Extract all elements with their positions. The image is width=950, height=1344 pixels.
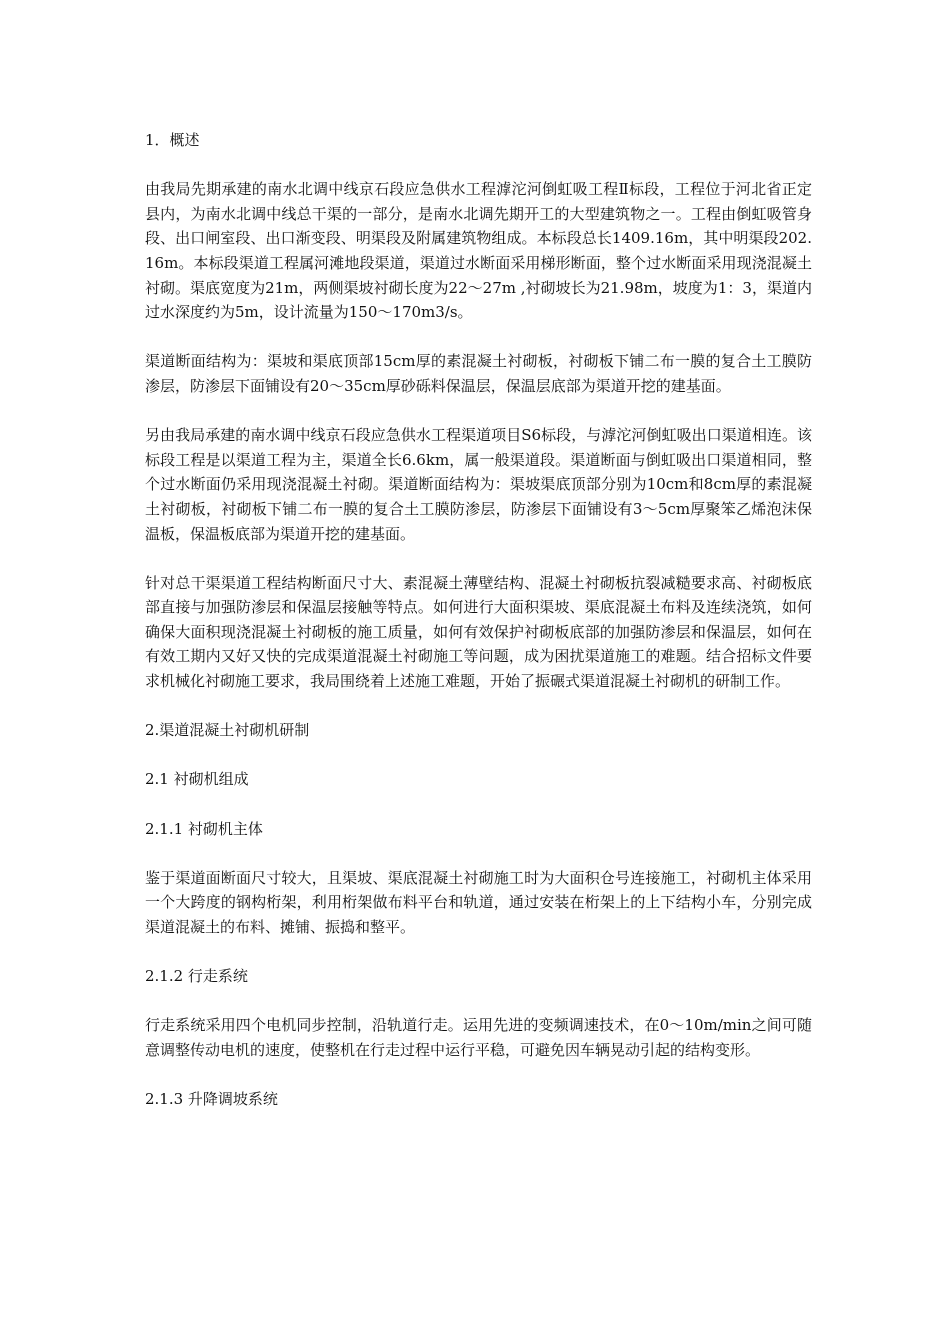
paragraph-construction-challenges: 针对总干渠渠道工程结构断面尺寸大、素混凝土薄壁结构、混凝土衬砌板抗裂减糙要求高、衬砌板底部直接与加强防渗层和保温层接触等特点。如何进行大面积渠坡、渠底混凝土布料及连续浇筑，如何确保大面积现浇混凝土衬砌板的施工质量，如何有效保护衬砌板底部的加强防渗层和保温层，如何在有效工期内又好又快的完成渠道混凝土衬砌施工等问题，成为困扰渠道施工的难题。结合招标文件要求机械化衬砌施工要求，我局围绕着上述施工难题，开始了振碾式渠道混凝土衬砌机的研制工作。 bbox=[145, 573, 812, 691]
paragraph-machine-body: 鉴于渠道面断面尺寸较大，且渠坡、渠底混凝土衬砌施工时为大面积仓号连接施工，衬砌机主体采用一个大跨度的钢构桁架，利用桁架做布料平台和轨道，通过安装在桁架上的上下结构小车，分别完成渠道混凝土的布料、摊铺、振捣和整平。 bbox=[145, 868, 812, 936]
subsection-heading-lifting-slope-system: 2.1.3 升降调坡系统 bbox=[145, 1090, 278, 1109]
subsection-heading-travel-system: 2.1.2 行走系统 bbox=[145, 967, 248, 986]
section-heading-machine-development: 2.渠道混凝土衬砌机研制 bbox=[145, 721, 310, 740]
section-heading-overview: 1．概述 bbox=[145, 131, 200, 149]
paragraph-project-overview: 由我局先期承建的南水北调中线京石段应急供水工程滹沱河倒虹吸工程Ⅱ标段，工程位于河北省正定县内，为南水北调中线总干渠的一部分，是南水北调先期开工的大型建筑物之一。工程由倒虹吸管身段、出口闸室段、出口渐变段、明渠段及附属建筑物组成。本标段总长1409.16m，其中明渠段202.16m。本标段渠道工程属河滩地段渠道，渠道过水断面采用梯形断面，整个过水断面采用现浇混凝土衬砌。渠底宽度为21m，两侧渠坡衬砌长度为22～27m ,衬砌坡长为21.98m，坡度为1：3，渠道内过水深度约为5m，设计流量为150～170m3/s。 bbox=[145, 180, 812, 322]
paragraph-s6-section: 另由我局承建的南水调中线京石段应急供水工程渠道项目S6标段，与滹沱河倒虹吸出口渠道相连。该标段工程是以渠道工程为主，渠道全长6.6km，属一般渠道段。渠道断面与倒虹吸出口渠道相同，整个过水断面仍采用现浇混凝土衬砌。渠道断面结构为：渠坡渠底顶部分别为10cm和8cm厚的素混凝土衬砌板，衬砌板下铺二布一膜的复合土工膜防渗层，防渗层下面铺设有3～5cm厚聚笨乙烯泡沫保温板，保温板底部为渠道开挖的建基面。 bbox=[145, 426, 812, 543]
paragraph-channel-section-structure: 渠道断面结构为：渠坡和渠底顶部15cm厚的素混凝土衬砌板，衬砌板下铺二布一膜的复合土工膜防渗层，防渗层下面铺设有20～35cm厚砂砾料保温层，保温层底部为渠道开挖的建基面。 bbox=[145, 352, 812, 395]
paragraph-travel-system: 行走系统采用四个电机同步控制，沿轨道行走。运用先进的变频调速技术，在0～10m/min之间可随意调整传动电机的速度，使整机在行走过程中运行平稳，可避免因车辆晃动引起的结构变形。 bbox=[145, 1016, 812, 1059]
subsection-heading-machine-composition: 2.1 衬砌机组成 bbox=[145, 770, 249, 789]
subsection-heading-machine-body: 2.1.1 衬砌机主体 bbox=[145, 819, 263, 838]
document-body bbox=[145, 128, 812, 1136]
